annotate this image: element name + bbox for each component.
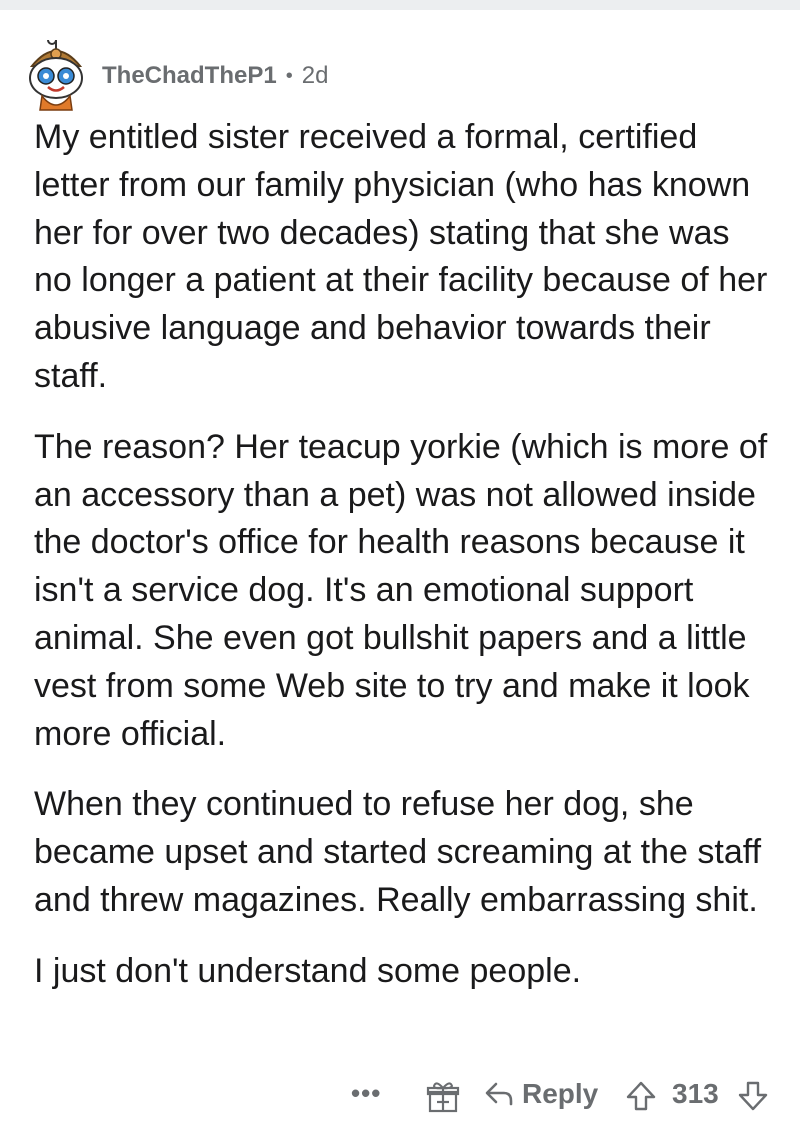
downvote-arrow-icon — [738, 1080, 768, 1112]
award-button[interactable] — [426, 1080, 460, 1114]
upvote-arrow-icon — [626, 1080, 656, 1112]
reply-arrow-icon — [484, 1080, 514, 1108]
more-options-button[interactable]: ••• — [351, 1078, 382, 1108]
comment-paragraph: The reason? Her teacup yorkie (which is more of an accessory than a pet) was not allowed inside the doctor's office for health reasons because it isn't a service dog. It's an emotional support animal. She even got bullshit papers and a little vest from some Web site to try and make it look more official. — [34, 427, 768, 753]
comment-paragraph: My entitled sister received a formal, certified letter from our family physician (who has known her for over two decades) stating that she was no longer a patient at their facility because of her abusive language and behavior towards their staff. — [34, 118, 768, 395]
comment-actions — [0, 1068, 800, 1126]
comment-age: 2d — [301, 62, 329, 89]
downvote-button[interactable] — [738, 1080, 768, 1112]
top-divider — [0, 0, 800, 10]
gift-award-icon — [426, 1080, 460, 1114]
upvote-button[interactable] — [626, 1080, 656, 1112]
comment-paragraph: I just don't understand some people. — [34, 951, 582, 990]
comment-meta — [102, 62, 328, 90]
author-username[interactable]: TheChadTheP1 — [102, 62, 277, 89]
comment-body — [34, 114, 774, 1019]
reply-label: Reply — [522, 1078, 599, 1109]
snoo-avatar-icon — [22, 40, 90, 112]
meta-separator: • — [285, 64, 293, 87]
comment-header — [22, 22, 328, 112]
vote-score: 313 — [672, 1078, 719, 1109]
reply-button[interactable] — [484, 1078, 598, 1110]
avatar[interactable] — [22, 40, 90, 108]
comment-paragraph: When they continued to refuse her dog, she became upset and started screaming at the staff and threw magazines. Really embarrassing shit. — [34, 785, 762, 919]
